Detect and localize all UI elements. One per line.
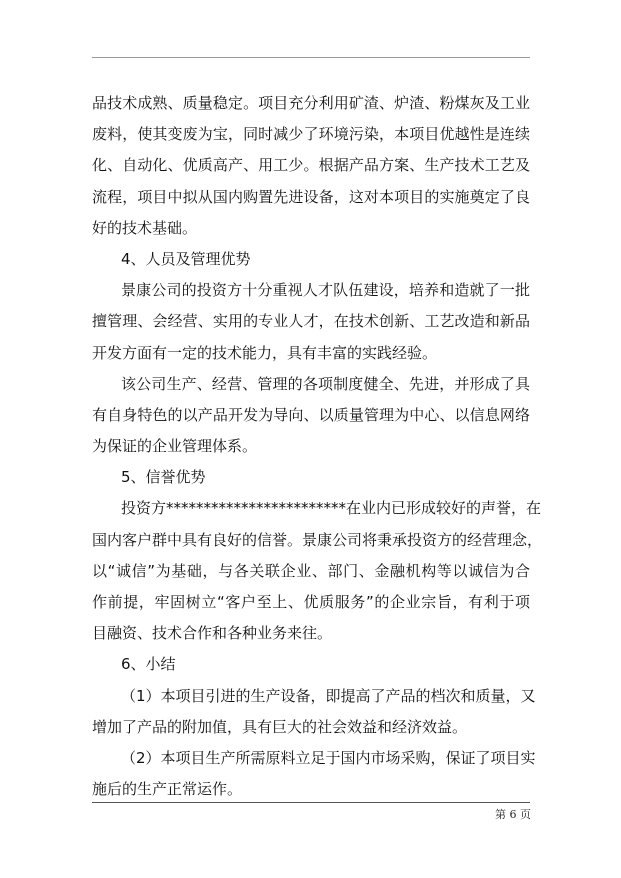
paragraph-line: 好的技术基础。 [92,218,198,237]
section-heading: 6、小结 [121,655,176,674]
paragraph-line: 作前提，牢固树立“客户至上、优质服务”的企业宗旨，有利于项 [92,593,530,611]
paragraph-line: 以“诚信”为基础，与各关联企业、部门、金融机构等以诚信为合 [92,561,530,580]
paragraph-line: 开发方面有一定的技术能力，具有丰富的实践经验。 [92,343,438,362]
section-heading: 4、人员及管理优势 [121,249,251,268]
paragraph-line: 该公司生产、经营、管理的各项制度健全、先进，并形成了具 [121,374,530,393]
paragraph-line: （2）本项目生产所需原料立足于国内市场采购，保证了项目实 [121,748,536,767]
paragraph-line: 流程，项目中拟从国内购置先进设备，这对本项目的实施奠定了良 [92,187,530,206]
paragraph-line: 擅管理、会经营、实用的专业人才，在技术创新、工艺改造和新品 [92,312,530,331]
paragraph-line: 施后的生产正常运作。 [92,780,243,799]
section-heading: 5、信誉优势 [121,468,206,487]
paragraph-line: （1）本项目引进的生产设备，即提高了产品的档次和质量，又 [121,686,536,705]
paragraph-line: 为保证的企业管理体系。 [92,437,258,456]
paragraph-line: 增加了产品的附加值，具有巨大的社会效益和经济效益。 [92,717,468,736]
paragraph-line: 有自身特色的以产品开发为导向、以质量管理为中心、以信息网络 [92,405,530,424]
page-number: 第 6 页 [495,808,531,821]
paragraph-line: 废料，使其变废为宝，同时减少了环境污染，本项目优越性是连续 [92,125,530,144]
paragraph-line: 品技术成熟、质量稳定。项目充分利用矿渣、炉渣、粉煤灰及工业 [92,94,530,112]
paragraph-line: 投资方************************在业内已形成较好的声誉，在 [121,499,542,518]
paragraph-line: 化、自动化、优质高产、用工少。根据产品方案、生产技术工艺及 [92,156,530,175]
paragraph-line: 目融资、技术合作和各种业务来往。 [92,624,333,643]
paragraph-line: 国内客户群中具有良好的信誉。景康公司将秉承投资方的经营理念， [92,530,543,549]
header-rule [92,57,530,58]
footer-rule [92,802,530,803]
paragraph-line: 景康公司的投资方十分重视人才队伍建设，培养和造就了一批 [121,281,530,300]
document-body [92,88,543,805]
